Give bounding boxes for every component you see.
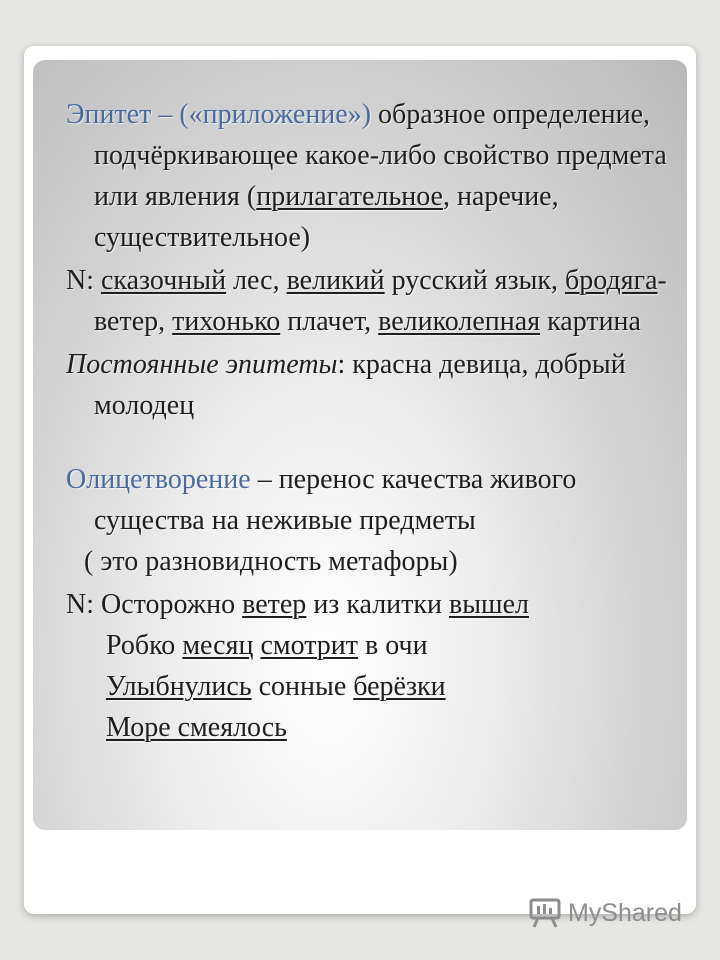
poem-line-3: Улыбнулись сонные берёзки: [106, 671, 446, 702]
slide-text: [66, 94, 681, 748]
myshared-watermark: [528, 896, 682, 930]
poem-line-4: Море смеялось: [106, 712, 287, 743]
constant-epithets: Постоянные эпитеты: красна девица, добрый молодец: [66, 349, 626, 421]
watermark-text: MyShared: [568, 898, 682, 927]
personification-term: Олицетворение: [66, 464, 251, 495]
epithet-examples: N: сказочный лес, великий русский язык, бродяга-ветер, тихонько плачет, великолепная картина: [66, 265, 667, 337]
epithet-definition: Эпитет – («приложение») образное определение, подчёркивающее какое-либо свойство предмета или явления (прилагательное, наречие, существительное): [66, 99, 667, 253]
personification-definition: Олицетворение – перенос качества живого существа на неживые предметы: [66, 464, 577, 536]
presentation-board-icon: [528, 897, 562, 929]
poem-line-2: Робко месяц смотрит в очи: [106, 630, 428, 661]
adjective-word: прилагательное: [256, 181, 443, 212]
metaphor-note: ( это разновидность метафоры): [84, 546, 458, 577]
poem-line-1: N: Осторожно ветер из калитки вышел: [66, 589, 529, 620]
constant-epithets-label: Постоянные эпитеты: [66, 349, 338, 380]
epithet-term: Эпитет – («приложение»): [66, 99, 372, 130]
